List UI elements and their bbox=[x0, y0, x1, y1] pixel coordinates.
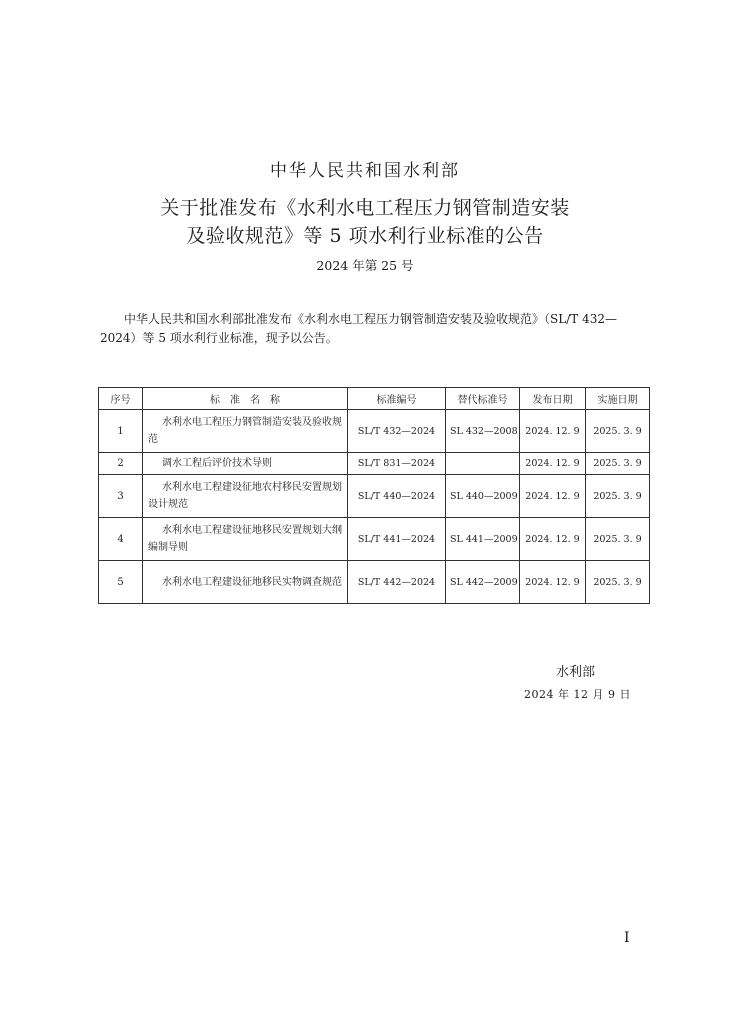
cell-replaces: SL 432—2008 bbox=[446, 410, 520, 453]
title-line-1: 关于批准发布《水利水电工程压力钢管制造安装 bbox=[160, 197, 570, 219]
cell-name: 水利水电工程建设征地移民安置规划大纲编制导则 bbox=[143, 518, 348, 561]
cell-effective: 2025. 3. 9 bbox=[586, 410, 650, 453]
cell-replaces bbox=[446, 453, 520, 475]
table-header-row bbox=[99, 388, 650, 410]
title-line-2: 及验收规范》等 5 项水利行业标准的公告 bbox=[186, 225, 544, 247]
cell-code: SL/T 440—2024 bbox=[348, 475, 446, 518]
col-header-name: 标 准 名 称 bbox=[143, 388, 348, 410]
page-number: I bbox=[624, 930, 630, 946]
col-header-effective: 实施日期 bbox=[586, 388, 650, 410]
cell-replaces: SL 440—2009 bbox=[446, 475, 520, 518]
cell-no: 4 bbox=[99, 518, 143, 561]
cell-issued: 2024. 12. 9 bbox=[520, 475, 586, 518]
cell-no: 3 bbox=[99, 475, 143, 518]
cell-code: SL/T 831—2024 bbox=[348, 453, 446, 475]
cell-replaces: SL 441—2009 bbox=[446, 518, 520, 561]
cell-effective: 2025. 3. 9 bbox=[586, 475, 650, 518]
cell-no: 2 bbox=[99, 453, 143, 475]
cell-effective: 2025. 3. 9 bbox=[586, 453, 650, 475]
cell-code: SL/T 442—2024 bbox=[348, 561, 446, 604]
cell-name: 水利水电工程建设征地农村移民安置规划设计规范 bbox=[143, 475, 348, 518]
col-header-replaces: 替代标准号 bbox=[446, 388, 520, 410]
table-row bbox=[99, 475, 650, 518]
standards-table bbox=[98, 387, 650, 604]
document-number: 2024 年第 25 号 bbox=[316, 258, 414, 273]
announcement-body: 中华人民共和国水利部批准发布《水利水电工程压力钢管制造安装及验收规范》（SL/T 432—2024）等 5 项水利行业标准，现予以公告。 bbox=[100, 312, 617, 345]
signature-date: 2024 年 12 月 9 日 bbox=[524, 688, 631, 701]
table-row bbox=[99, 410, 650, 453]
cell-code: SL/T 432—2024 bbox=[348, 410, 446, 453]
cell-name: 调水工程后评价技术导则 bbox=[143, 453, 348, 475]
col-header-issued: 发布日期 bbox=[520, 388, 586, 410]
cell-replaces: SL 442—2009 bbox=[446, 561, 520, 604]
table-row bbox=[99, 561, 650, 604]
cell-effective: 2025. 3. 9 bbox=[586, 518, 650, 561]
cell-no: 1 bbox=[99, 410, 143, 453]
cell-issued: 2024. 12. 9 bbox=[520, 410, 586, 453]
col-header-code: 标准编号 bbox=[348, 388, 446, 410]
cell-issued: 2024. 12. 9 bbox=[520, 518, 586, 561]
cell-issued: 2024. 12. 9 bbox=[520, 561, 586, 604]
cell-issued: 2024. 12. 9 bbox=[520, 453, 586, 475]
cell-name: 水利水电工程建设征地移民实物调查规范 bbox=[143, 561, 348, 604]
signature-org: 水利部 bbox=[556, 665, 596, 680]
cell-code: SL/T 441—2024 bbox=[348, 518, 446, 561]
cell-name: 水利水电工程压力钢管制造安装及验收规范 bbox=[143, 410, 348, 453]
issuing-ministry: 中华人民共和国水利部 bbox=[270, 161, 460, 181]
cell-effective: 2025. 3. 9 bbox=[586, 561, 650, 604]
cell-no: 5 bbox=[99, 561, 143, 604]
announcement-title bbox=[0, 194, 730, 250]
col-header-no: 序号 bbox=[99, 388, 143, 410]
table-row bbox=[99, 453, 650, 475]
table-row bbox=[99, 518, 650, 561]
